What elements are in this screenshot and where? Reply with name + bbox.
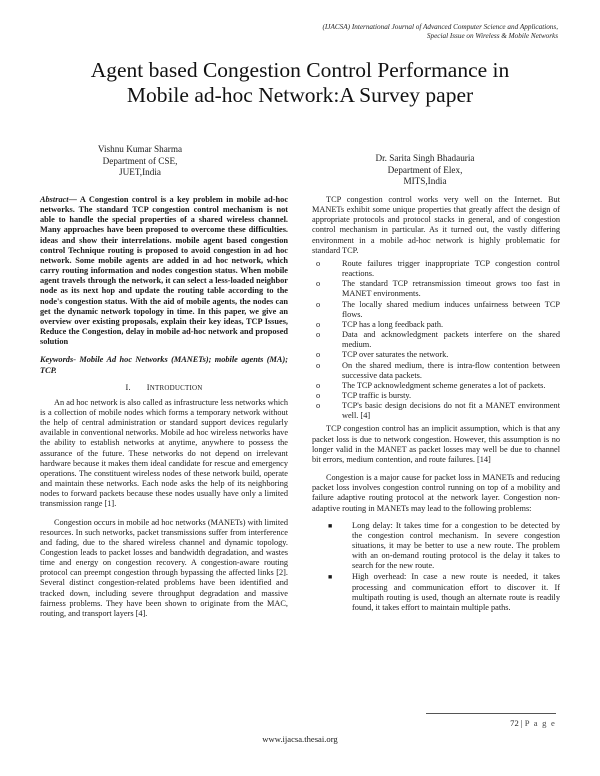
abstract-text: A Congestion control is a key problem in mobile ad-hoc networks. The standard TCP congestion control mechanism is not able to handle the special properties of a shared wireless channel. Many approaches have been proposed to overcome these difficulties. ideas and show their interrelations. mobile agent based congestion control Technique routing is proposed to avoid congestion in ad hoc network. Some mobile agents are added in ad hoc network, which carry routing information and nodes congestion status. When mobile agent travels through the network, it can select a less-loaded neighbor node as its next hop and update the routing table according to the node's congestion status. With the aid of mobile agents, the nodes can get the dynamic network topology in time. In this paper, we give an overview over existing proposals, explain their key ideas, TCP Issues, Reduce the Congestion, delay in mobile ad-hoc network and proposed solution	[40, 195, 288, 347]
abstract	[40, 195, 288, 347]
page-word: P a g e	[524, 718, 556, 728]
tcp-issues-list	[312, 259, 560, 422]
list-item	[312, 320, 560, 330]
bullet-circle-icon: o	[316, 360, 321, 370]
author-name: Vishnu Kumar Sharma	[97, 144, 183, 154]
list-item-text: Data and acknowledgment packets interfere on the shared medium.	[342, 330, 560, 350]
bullet-circle-icon: o	[316, 319, 321, 329]
list-item	[312, 279, 560, 299]
list-item	[312, 401, 560, 421]
page-number-value: 72	[510, 718, 519, 728]
list-item-text: TCP over saturates the network.	[342, 350, 449, 360]
footer-divider	[426, 713, 556, 714]
list-item-text: On the shared medium, there is intra-flow contention between successive data packets.	[342, 360, 560, 380]
journal-header	[158, 23, 558, 41]
list-item-text: High overhead: In case a new route is needed, it takes processing and communication effort to discover it. If multipath routing is used, though an alternate route is readily found, it takes effort to maintain multiple paths.	[352, 572, 560, 612]
author-institution: MITS,India	[403, 176, 447, 186]
author-block-2	[325, 153, 525, 188]
left-column	[40, 195, 288, 619]
paper-title-line2: Mobile ad-hoc Network:A Survey paper	[126, 83, 474, 107]
section-heading-introduction	[40, 383, 288, 393]
page-number-separator: |	[518, 718, 525, 728]
list-item-text: The standard TCP retransmission timeout grows too fast in MANET environments.	[342, 279, 560, 299]
intro-paragraph-2: Congestion occurs in mobile ad hoc networks (MANETs) with limited resources. In such networks, packet transmissions suffer from interference and fading, due to the shared wireless channel and dynamic topology. Congestion leads to packet losses and bandwidth degradation, and wastes time and energy on congestion recovery. A congestion-aware routing protocol can preempt congestion through bypassing the affected links [2]. Several distinct congestion-related problems have been identified and tracked down, including severe throughput degradation and massive fairness problems. They have been shown to originate from the MAC, routing, and transport layers [4].	[40, 517, 288, 618]
list-item-text: Route failures trigger inappropriate TCP congestion control reactions.	[342, 258, 560, 279]
bullet-square-icon: ■	[328, 521, 333, 530]
list-item-text: Long delay: It takes time for a congestion to be detected by the congestion control mechanism. In severe congestion situations, it may be better to use a new route. The problem with an on-demand routing protocol is the delay it takes to search for the new route.	[352, 520, 560, 571]
list-item	[312, 300, 560, 320]
routing-problems-list	[312, 521, 560, 613]
bullet-circle-icon: o	[316, 380, 321, 390]
list-item-text: TCP's basic design decisions do not fit a MANET environment well. [4]	[342, 401, 560, 421]
list-item-text: TCP has a long feedback path.	[342, 319, 444, 329]
author-name: Dr. Sarita Singh Bhadauria	[375, 153, 475, 163]
bullet-circle-icon: o	[316, 299, 321, 309]
intro-paragraph-1: An ad hoc network is also called as infrastructure less networks which is a collection of mobile nodes which forms a temporary network without the help of central administration or standard support devices regularly available in conventional networks. Mobile ad hoc wireless networks have the ability to establish networks at anytime, anywhere to possess the assurance of the future. These networks do not depend on irrelevant hardware because it makes them ideal candidate for rescue and emergency operations. The constituent wireless nodes of these network build, operate and maintain these networks. Each node asks the help of its neighboring nodes to forward packets because these nodes usually have only a limited transmission range [1].	[40, 397, 288, 509]
tcp-assumption-paragraph: TCP congestion control has an implicit assumption, which is that any packet loss is due to network congestion. However, this assumption is no longer valid in the MANET as packet losses may well be due to channel bit errors, medium contention, and route failures. [14]	[312, 424, 560, 464]
author-block-1	[40, 144, 240, 179]
abstract-label: Abstract—	[40, 195, 77, 204]
list-item	[312, 381, 560, 391]
bullet-circle-icon: o	[316, 350, 321, 360]
list-item	[312, 330, 560, 350]
paper-title	[40, 58, 560, 108]
page-number	[510, 718, 556, 728]
paper-title-line1: Agent based Congestion Control Performance in	[90, 58, 510, 82]
list-item-text: The TCP acknowledgment scheme generates a lot of packets.	[342, 380, 546, 390]
list-item	[312, 572, 560, 613]
list-item	[312, 521, 560, 572]
bullet-circle-icon: o	[316, 279, 321, 289]
list-item	[312, 391, 560, 401]
congestion-paragraph: Congestion is a major cause for packet loss in MANETs and reducing packet loss involves congestion control running on top of a mobility and failure adaptive routing protocol at the network layer. Congestion non-adaptive routing in MANETs may lead to the following problems:	[312, 473, 560, 513]
right-column	[312, 195, 560, 616]
bullet-circle-icon: o	[316, 390, 321, 400]
journal-header-line1: (IJACSA) International Journal of Advanced Computer Science and Applications,	[322, 23, 558, 31]
list-item-text: The locally shared medium induces unfairness between TCP flows.	[342, 299, 560, 319]
bullet-circle-icon: o	[316, 258, 321, 268]
author-department: Department of Elex,	[387, 164, 463, 175]
author-institution: JUET,India	[119, 167, 161, 177]
section-title-first-letter: I	[146, 382, 150, 392]
bullet-circle-icon: o	[316, 401, 321, 411]
section-number: I.	[125, 382, 131, 392]
bullet-circle-icon: o	[316, 330, 321, 340]
footer-url[interactable]: www.ijacsa.thesai.org	[262, 734, 338, 744]
keywords: Keywords- Mobile Ad hoc Networks (MANETs); mobile agents (MA); TCP.	[40, 355, 288, 375]
author-department: Department of CSE,	[102, 155, 178, 166]
tcp-intro-paragraph: TCP congestion control works very well on the Internet. But MANETs exhibit some unique properties that greatly affect the design of appropriate protocols and protocol stacks in general, and of congestion control mechanism in particular. As it turned out, the vastly differing environment in a mobile ad-hoc network is highly problematic for standard TCP.	[312, 195, 560, 255]
bullet-square-icon: ■	[328, 573, 333, 582]
list-item	[312, 361, 560, 381]
list-item-text: TCP traffic is bursty.	[342, 390, 412, 400]
list-item	[312, 350, 560, 360]
list-item	[312, 259, 560, 279]
section-title-rest: NTRODUCTION	[149, 383, 203, 392]
journal-header-line2: Special Issue on Wireless & Mobile Networks	[426, 32, 558, 40]
